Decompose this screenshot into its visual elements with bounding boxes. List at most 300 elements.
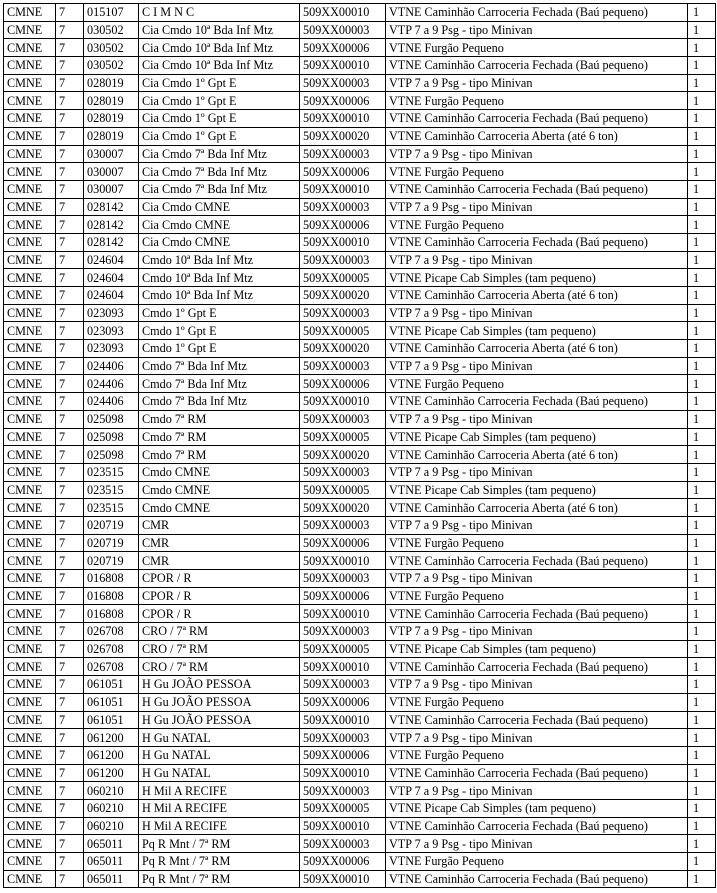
unit-name-cell: H Mil A RECIFE	[139, 817, 300, 835]
vehicle-type-cell: VTNE Picape Cab Simples (tam pequeno)	[386, 322, 688, 340]
unit-code-cell: 061051	[84, 711, 139, 729]
table-row	[4, 623, 716, 641]
command-cell: CMNE	[4, 57, 56, 75]
unit-code-cell: 015107	[84, 4, 139, 22]
quantity-cell: 1	[688, 340, 716, 358]
item-code-cell: 509XX00005	[300, 640, 386, 658]
region-cell: 7	[56, 4, 84, 22]
table-row	[4, 198, 716, 216]
region-cell: 7	[56, 658, 84, 676]
table-row	[4, 287, 716, 305]
table-row	[4, 39, 716, 57]
unit-name-cell: Cia Cmdo CMNE	[139, 216, 300, 234]
item-code-cell: 509XX00003	[300, 570, 386, 588]
vehicle-type-cell: VTNE Picape Cab Simples (tam pequeno)	[386, 481, 688, 499]
item-code-cell: 509XX00020	[300, 499, 386, 517]
region-cell: 7	[56, 446, 84, 464]
table-body	[4, 4, 716, 888]
unit-name-cell: Cmdo CMNE	[139, 463, 300, 481]
quantity-cell: 1	[688, 570, 716, 588]
item-code-cell: 509XX00003	[300, 463, 386, 481]
vehicle-allocation-table	[3, 3, 716, 888]
command-cell: CMNE	[4, 729, 56, 747]
item-code-cell: 509XX00003	[300, 729, 386, 747]
quantity-cell: 1	[688, 552, 716, 570]
unit-code-cell: 060210	[84, 817, 139, 835]
command-cell: CMNE	[4, 835, 56, 853]
quantity-cell: 1	[688, 799, 716, 817]
vehicle-type-cell: VTP 7 a 9 Psg - tipo Minivan	[386, 676, 688, 694]
region-cell: 7	[56, 570, 84, 588]
region-cell: 7	[56, 587, 84, 605]
unit-code-cell: 016808	[84, 570, 139, 588]
region-cell: 7	[56, 799, 84, 817]
item-code-cell: 509XX00010	[300, 393, 386, 411]
table-row	[4, 251, 716, 269]
command-cell: CMNE	[4, 693, 56, 711]
table-row	[4, 74, 716, 92]
unit-name-cell: Cmdo 7ª Bda Inf Mtz	[139, 375, 300, 393]
unit-name-cell: CPOR / R	[139, 605, 300, 623]
quantity-cell: 1	[688, 853, 716, 871]
table-row	[4, 481, 716, 499]
command-cell: CMNE	[4, 658, 56, 676]
item-code-cell: 509XX00003	[300, 21, 386, 39]
quantity-cell: 1	[688, 746, 716, 764]
region-cell: 7	[56, 552, 84, 570]
quantity-cell: 1	[688, 21, 716, 39]
item-code-cell: 509XX00006	[300, 216, 386, 234]
unit-code-cell: 028019	[84, 92, 139, 110]
command-cell: CMNE	[4, 746, 56, 764]
table-row	[4, 375, 716, 393]
quantity-cell: 1	[688, 676, 716, 694]
unit-name-cell: C I M N C	[139, 4, 300, 22]
region-cell: 7	[56, 287, 84, 305]
item-code-cell: 509XX00005	[300, 799, 386, 817]
region-cell: 7	[56, 693, 84, 711]
item-code-cell: 509XX00010	[300, 711, 386, 729]
unit-code-cell: 020719	[84, 516, 139, 534]
vehicle-type-cell: VTP 7 a 9 Psg - tipo Minivan	[386, 21, 688, 39]
vehicle-type-cell: VTNE Caminhão Carroceria Aberta (até 6 ton)	[386, 287, 688, 305]
item-code-cell: 509XX00010	[300, 4, 386, 22]
table-row	[4, 605, 716, 623]
command-cell: CMNE	[4, 853, 56, 871]
region-cell: 7	[56, 640, 84, 658]
unit-name-cell: Cmdo CMNE	[139, 499, 300, 517]
region-cell: 7	[56, 729, 84, 747]
vehicle-type-cell: VTP 7 a 9 Psg - tipo Minivan	[386, 516, 688, 534]
command-cell: CMNE	[4, 499, 56, 517]
command-cell: CMNE	[4, 251, 56, 269]
unit-code-cell: 024604	[84, 269, 139, 287]
table-row	[4, 92, 716, 110]
unit-code-cell: 061051	[84, 676, 139, 694]
vehicle-type-cell: VTP 7 a 9 Psg - tipo Minivan	[386, 251, 688, 269]
command-cell: CMNE	[4, 180, 56, 198]
quantity-cell: 1	[688, 658, 716, 676]
command-cell: CMNE	[4, 552, 56, 570]
quantity-cell: 1	[688, 499, 716, 517]
item-code-cell: 509XX00006	[300, 587, 386, 605]
vehicle-type-cell: VTNE Furgão Pequeno	[386, 853, 688, 871]
command-cell: CMNE	[4, 817, 56, 835]
table-row	[4, 817, 716, 835]
table-row	[4, 163, 716, 181]
command-cell: CMNE	[4, 163, 56, 181]
item-code-cell: 509XX00010	[300, 57, 386, 75]
unit-code-cell: 030502	[84, 21, 139, 39]
unit-name-cell: Cmdo 1º Gpt E	[139, 340, 300, 358]
region-cell: 7	[56, 375, 84, 393]
quantity-cell: 1	[688, 870, 716, 888]
region-cell: 7	[56, 198, 84, 216]
command-cell: CMNE	[4, 92, 56, 110]
unit-code-cell: 026708	[84, 658, 139, 676]
quantity-cell: 1	[688, 110, 716, 128]
region-cell: 7	[56, 304, 84, 322]
quantity-cell: 1	[688, 446, 716, 464]
quantity-cell: 1	[688, 516, 716, 534]
command-cell: CMNE	[4, 145, 56, 163]
unit-name-cell: CRO / 7ª RM	[139, 623, 300, 641]
unit-code-cell: 030007	[84, 145, 139, 163]
unit-name-cell: H Gu NATAL	[139, 746, 300, 764]
table-row	[4, 428, 716, 446]
vehicle-type-cell: VTP 7 a 9 Psg - tipo Minivan	[386, 410, 688, 428]
item-code-cell: 509XX00003	[300, 782, 386, 800]
table-row	[4, 269, 716, 287]
vehicle-type-cell: VTP 7 a 9 Psg - tipo Minivan	[386, 145, 688, 163]
table-row	[4, 110, 716, 128]
item-code-cell: 509XX00010	[300, 110, 386, 128]
unit-code-cell: 025098	[84, 446, 139, 464]
quantity-cell: 1	[688, 410, 716, 428]
quantity-cell: 1	[688, 587, 716, 605]
quantity-cell: 1	[688, 74, 716, 92]
unit-code-cell: 061200	[84, 746, 139, 764]
region-cell: 7	[56, 623, 84, 641]
quantity-cell: 1	[688, 729, 716, 747]
vehicle-type-cell: VTNE Caminhão Carroceria Fechada (Baú pequeno)	[386, 711, 688, 729]
quantity-cell: 1	[688, 640, 716, 658]
unit-code-cell: 023093	[84, 340, 139, 358]
region-cell: 7	[56, 269, 84, 287]
quantity-cell: 1	[688, 251, 716, 269]
item-code-cell: 509XX00003	[300, 676, 386, 694]
quantity-cell: 1	[688, 4, 716, 22]
vehicle-type-cell: VTNE Furgão Pequeno	[386, 39, 688, 57]
table-row	[4, 570, 716, 588]
item-code-cell: 509XX00005	[300, 322, 386, 340]
item-code-cell: 509XX00003	[300, 145, 386, 163]
item-code-cell: 509XX00006	[300, 853, 386, 871]
vehicle-type-cell: VTNE Caminhão Carroceria Fechada (Baú pequeno)	[386, 658, 688, 676]
quantity-cell: 1	[688, 233, 716, 251]
table-row	[4, 145, 716, 163]
table-row	[4, 729, 716, 747]
vehicle-type-cell: VTNE Caminhão Carroceria Fechada (Baú pequeno)	[386, 180, 688, 198]
table-row	[4, 322, 716, 340]
region-cell: 7	[56, 163, 84, 181]
quantity-cell: 1	[688, 92, 716, 110]
region-cell: 7	[56, 39, 84, 57]
region-cell: 7	[56, 251, 84, 269]
command-cell: CMNE	[4, 198, 56, 216]
quantity-cell: 1	[688, 481, 716, 499]
item-code-cell: 509XX00020	[300, 287, 386, 305]
unit-name-cell: Cia Cmdo 7ª Bda Inf Mtz	[139, 163, 300, 181]
vehicle-type-cell: VTNE Furgão Pequeno	[386, 746, 688, 764]
quantity-cell: 1	[688, 375, 716, 393]
vehicle-type-cell: VTNE Caminhão Carroceria Fechada (Baú pequeno)	[386, 110, 688, 128]
command-cell: CMNE	[4, 623, 56, 641]
quantity-cell: 1	[688, 693, 716, 711]
table-row	[4, 746, 716, 764]
item-code-cell: 509XX00020	[300, 340, 386, 358]
command-cell: CMNE	[4, 516, 56, 534]
quantity-cell: 1	[688, 782, 716, 800]
unit-code-cell: 030007	[84, 180, 139, 198]
quantity-cell: 1	[688, 835, 716, 853]
region-cell: 7	[56, 233, 84, 251]
unit-name-cell: Cia Cmdo 1º Gpt E	[139, 127, 300, 145]
vehicle-type-cell: VTNE Caminhão Carroceria Fechada (Baú pequeno)	[386, 233, 688, 251]
region-cell: 7	[56, 322, 84, 340]
unit-code-cell: 030502	[84, 57, 139, 75]
quantity-cell: 1	[688, 605, 716, 623]
region-cell: 7	[56, 110, 84, 128]
unit-name-cell: Cia Cmdo 1º Gpt E	[139, 92, 300, 110]
command-cell: CMNE	[4, 127, 56, 145]
item-code-cell: 509XX00006	[300, 693, 386, 711]
unit-name-cell: CPOR / R	[139, 587, 300, 605]
unit-code-cell: 023515	[84, 481, 139, 499]
command-cell: CMNE	[4, 711, 56, 729]
unit-name-cell: H Mil A RECIFE	[139, 799, 300, 817]
region-cell: 7	[56, 340, 84, 358]
unit-name-cell: CMR	[139, 552, 300, 570]
unit-code-cell: 026708	[84, 640, 139, 658]
vehicle-type-cell: VTP 7 a 9 Psg - tipo Minivan	[386, 357, 688, 375]
unit-name-cell: H Gu JOÃO PESSOA	[139, 693, 300, 711]
item-code-cell: 509XX00006	[300, 163, 386, 181]
unit-name-cell: Pq R Mnt / 7ª RM	[139, 853, 300, 871]
command-cell: CMNE	[4, 534, 56, 552]
unit-code-cell: 065011	[84, 835, 139, 853]
vehicle-type-cell: VTNE Caminhão Carroceria Fechada (Baú pequeno)	[386, 764, 688, 782]
unit-code-cell: 065011	[84, 870, 139, 888]
item-code-cell: 509XX00006	[300, 534, 386, 552]
quantity-cell: 1	[688, 393, 716, 411]
quantity-cell: 1	[688, 216, 716, 234]
region-cell: 7	[56, 393, 84, 411]
command-cell: CMNE	[4, 799, 56, 817]
command-cell: CMNE	[4, 74, 56, 92]
region-cell: 7	[56, 764, 84, 782]
unit-code-cell: 023515	[84, 499, 139, 517]
item-code-cell: 509XX00003	[300, 410, 386, 428]
table-row	[4, 711, 716, 729]
command-cell: CMNE	[4, 393, 56, 411]
vehicle-type-cell: VTNE Furgão Pequeno	[386, 163, 688, 181]
vehicle-type-cell: VTNE Furgão Pequeno	[386, 92, 688, 110]
table-row	[4, 552, 716, 570]
unit-code-cell: 060210	[84, 782, 139, 800]
command-cell: CMNE	[4, 375, 56, 393]
region-cell: 7	[56, 711, 84, 729]
item-code-cell: 509XX00003	[300, 198, 386, 216]
command-cell: CMNE	[4, 340, 56, 358]
vehicle-type-cell: VTNE Caminhão Carroceria Aberta (até 6 ton)	[386, 499, 688, 517]
vehicle-type-cell: VTP 7 a 9 Psg - tipo Minivan	[386, 729, 688, 747]
unit-name-cell: H Mil A RECIFE	[139, 782, 300, 800]
quantity-cell: 1	[688, 145, 716, 163]
unit-code-cell: 024406	[84, 393, 139, 411]
unit-name-cell: Cia Cmdo 10ª Bda Inf Mtz	[139, 57, 300, 75]
region-cell: 7	[56, 481, 84, 499]
region-cell: 7	[56, 605, 84, 623]
vehicle-type-cell: VTNE Caminhão Carroceria Aberta (até 6 ton)	[386, 127, 688, 145]
command-cell: CMNE	[4, 587, 56, 605]
command-cell: CMNE	[4, 446, 56, 464]
unit-code-cell: 028142	[84, 198, 139, 216]
quantity-cell: 1	[688, 180, 716, 198]
table-row	[4, 4, 716, 22]
table-row	[4, 658, 716, 676]
item-code-cell: 509XX00010	[300, 764, 386, 782]
item-code-cell: 509XX00005	[300, 269, 386, 287]
unit-code-cell: 061200	[84, 729, 139, 747]
unit-name-cell: Cia Cmdo CMNE	[139, 198, 300, 216]
vehicle-type-cell: VTP 7 a 9 Psg - tipo Minivan	[386, 782, 688, 800]
table-row	[4, 446, 716, 464]
quantity-cell: 1	[688, 163, 716, 181]
table-row	[4, 304, 716, 322]
vehicle-type-cell: VTP 7 a 9 Psg - tipo Minivan	[386, 623, 688, 641]
unit-name-cell: H Gu NATAL	[139, 729, 300, 747]
table-row	[4, 534, 716, 552]
item-code-cell: 509XX00010	[300, 605, 386, 623]
item-code-cell: 509XX00010	[300, 552, 386, 570]
region-cell: 7	[56, 746, 84, 764]
vehicle-type-cell: VTNE Furgão Pequeno	[386, 216, 688, 234]
command-cell: CMNE	[4, 4, 56, 22]
vehicle-type-cell: VTNE Caminhão Carroceria Fechada (Baú pequeno)	[386, 4, 688, 22]
vehicle-type-cell: VTNE Furgão Pequeno	[386, 587, 688, 605]
vehicle-type-cell: VTNE Furgão Pequeno	[386, 693, 688, 711]
item-code-cell: 509XX00003	[300, 74, 386, 92]
unit-name-cell: CMR	[139, 516, 300, 534]
unit-name-cell: Pq R Mnt / 7ª RM	[139, 835, 300, 853]
command-cell: CMNE	[4, 481, 56, 499]
item-code-cell: 509XX00010	[300, 180, 386, 198]
vehicle-type-cell: VTNE Caminhão Carroceria Fechada (Baú pequeno)	[386, 57, 688, 75]
quantity-cell: 1	[688, 198, 716, 216]
quantity-cell: 1	[688, 39, 716, 57]
table-row	[4, 870, 716, 888]
command-cell: CMNE	[4, 21, 56, 39]
table-row	[4, 835, 716, 853]
item-code-cell: 509XX00006	[300, 375, 386, 393]
unit-name-cell: CRO / 7ª RM	[139, 640, 300, 658]
unit-code-cell: 024406	[84, 357, 139, 375]
quantity-cell: 1	[688, 463, 716, 481]
vehicle-type-cell: VTNE Furgão Pequeno	[386, 375, 688, 393]
unit-code-cell: 061200	[84, 764, 139, 782]
command-cell: CMNE	[4, 110, 56, 128]
item-code-cell: 509XX00010	[300, 870, 386, 888]
table-row	[4, 853, 716, 871]
region-cell: 7	[56, 835, 84, 853]
unit-name-cell: Pq R Mnt / 7ª RM	[139, 870, 300, 888]
region-cell: 7	[56, 782, 84, 800]
command-cell: CMNE	[4, 782, 56, 800]
unit-name-cell: Cmdo 7ª Bda Inf Mtz	[139, 357, 300, 375]
region-cell: 7	[56, 463, 84, 481]
region-cell: 7	[56, 21, 84, 39]
command-cell: CMNE	[4, 269, 56, 287]
unit-name-cell: H Gu NATAL	[139, 764, 300, 782]
unit-name-cell: Cmdo 10ª Bda Inf Mtz	[139, 287, 300, 305]
command-cell: CMNE	[4, 233, 56, 251]
item-code-cell: 509XX00003	[300, 623, 386, 641]
item-code-cell: 509XX00020	[300, 127, 386, 145]
unit-name-cell: Cmdo 1º Gpt E	[139, 304, 300, 322]
unit-code-cell: 028019	[84, 110, 139, 128]
table-row	[4, 693, 716, 711]
vehicle-type-cell: VTP 7 a 9 Psg - tipo Minivan	[386, 198, 688, 216]
region-cell: 7	[56, 216, 84, 234]
quantity-cell: 1	[688, 287, 716, 305]
vehicle-type-cell: VTNE Caminhão Carroceria Fechada (Baú pequeno)	[386, 817, 688, 835]
unit-code-cell: 024604	[84, 287, 139, 305]
table-row	[4, 180, 716, 198]
table-row	[4, 463, 716, 481]
item-code-cell: 509XX00010	[300, 817, 386, 835]
command-cell: CMNE	[4, 764, 56, 782]
quantity-cell: 1	[688, 711, 716, 729]
unit-name-cell: Cia Cmdo 1º Gpt E	[139, 110, 300, 128]
quantity-cell: 1	[688, 764, 716, 782]
unit-code-cell: 028019	[84, 127, 139, 145]
unit-code-cell: 024604	[84, 251, 139, 269]
unit-name-cell: Cia Cmdo 7ª Bda Inf Mtz	[139, 145, 300, 163]
command-cell: CMNE	[4, 605, 56, 623]
command-cell: CMNE	[4, 570, 56, 588]
unit-name-cell: Cmdo 1º Gpt E	[139, 322, 300, 340]
item-code-cell: 509XX00010	[300, 658, 386, 676]
unit-code-cell: 025098	[84, 428, 139, 446]
region-cell: 7	[56, 534, 84, 552]
unit-name-cell: CRO / 7ª RM	[139, 658, 300, 676]
table-row	[4, 233, 716, 251]
item-code-cell: 509XX00005	[300, 428, 386, 446]
unit-name-cell: CPOR / R	[139, 570, 300, 588]
region-cell: 7	[56, 57, 84, 75]
command-cell: CMNE	[4, 640, 56, 658]
region-cell: 7	[56, 92, 84, 110]
unit-code-cell: 023515	[84, 463, 139, 481]
unit-name-cell: Cmdo CMNE	[139, 481, 300, 499]
table-row	[4, 640, 716, 658]
unit-code-cell: 028142	[84, 233, 139, 251]
vehicle-type-cell: VTNE Caminhão Carroceria Fechada (Baú pequeno)	[386, 552, 688, 570]
table-row	[4, 127, 716, 145]
quantity-cell: 1	[688, 428, 716, 446]
table-row	[4, 782, 716, 800]
